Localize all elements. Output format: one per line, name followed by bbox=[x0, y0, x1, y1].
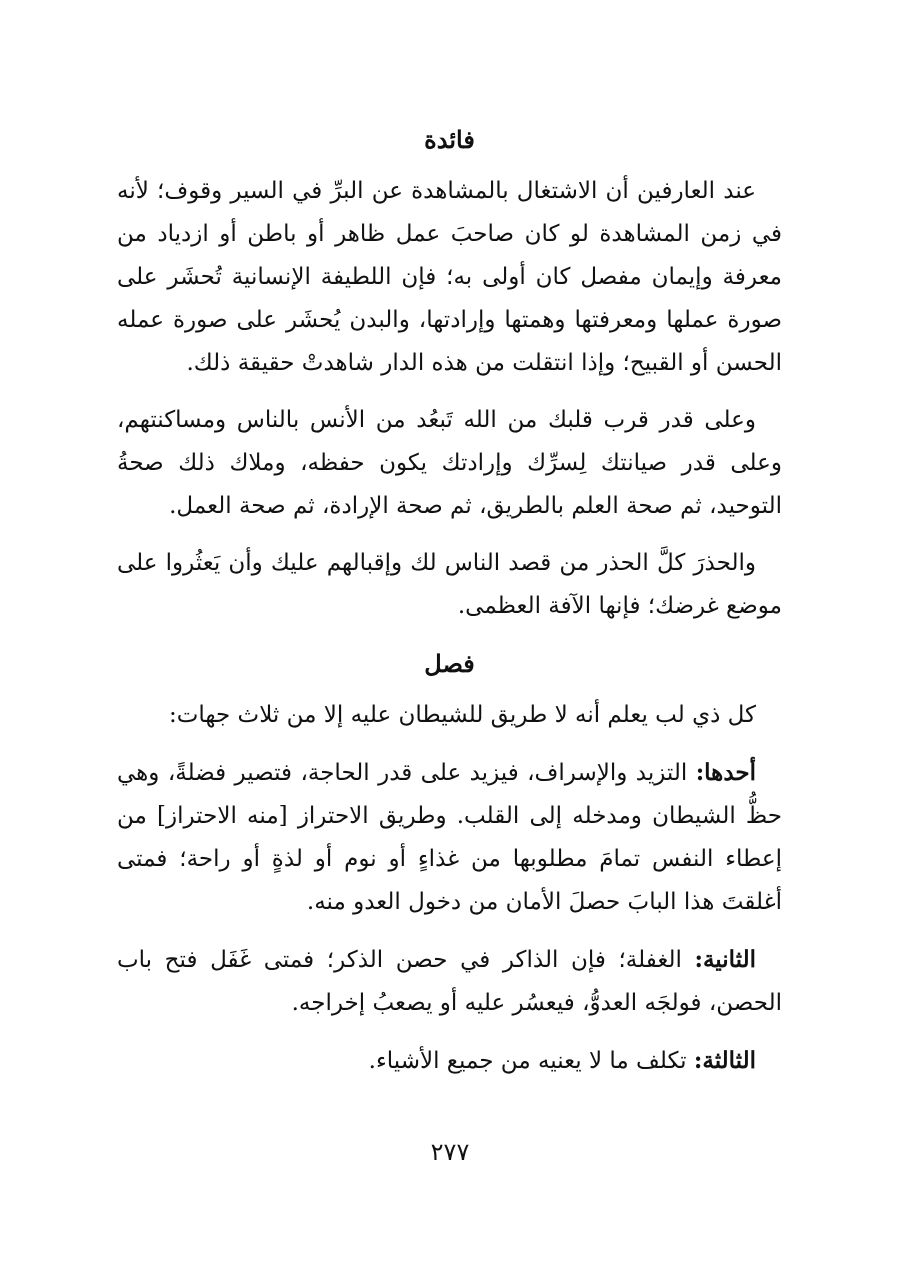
paragraph-4-text: كل ذي لب يعلم أنه لا طريق للشيطان عليه إلا من ثلاث جهات: bbox=[169, 702, 756, 728]
paragraph-1-text: عند العارفين أن الاشتغال بالمشاهدة عن البرِّ في السير وقوف؛ لأنه في زمن المشاهدة لو كان صاحبَ عمل ظاهر أو باطن أو ازدياد من معرفة وإيمان مفصل كان أولى به؛ فإن اللطيفة الإنسانية تُحشَر على صورة عملها ومعرفتها وهمتها وإرادتها، والبدن يُحشَر على صورة عمله الحسن أو القبيح؛ وإذا انتقلت من هذه الدار شاهدتْ حقيقة ذلك. bbox=[117, 178, 782, 376]
paragraph-7-lead: الثالثة: bbox=[693, 1047, 756, 1074]
paragraph-3 bbox=[117, 542, 782, 628]
paragraph-5-text: التزيد والإسراف، فيزيد على قدر الحاجة، فتصير فضلةً، وهي حظُّ الشيطان ومدخله إلى القلب. وطريق الاحتراز [منه الاحتراز] من إعطاء النفس تمامَ مطلوبها من غذاءٍ أو نوم أو لذةٍ أو راحة؛ فمتى أغلقتَ هذا البابَ حصلَ الأمان من دخول العدو منه. bbox=[117, 760, 782, 915]
paragraph-6-lead: الثانية: bbox=[694, 946, 756, 973]
paragraph-5-lead: أحدها: bbox=[695, 759, 756, 786]
paragraph-1 bbox=[117, 170, 782, 385]
section-heading-fasl: فصل bbox=[424, 649, 475, 678]
document-page bbox=[117, 118, 782, 1097]
paragraph-7 bbox=[117, 1039, 782, 1083]
paragraph-7-text: تكلف ما لا يعنيه من جميع الأشياء. bbox=[368, 1048, 694, 1074]
paragraph-6 bbox=[117, 938, 782, 1025]
paragraph-6-text: الغفلة؛ فإن الذاكر في حصن الذكر؛ فمتى غَفَل فتح باب الحصن، فولجَه العدوُّ، فيعسُر عليه أو يصعبُ إخراجه. bbox=[117, 947, 782, 1016]
paragraph-3-text: والحذرَ كلَّ الحذر من قصد الناس لك وإقبالهم عليك وأن يَعثُروا على موضع غرضك؛ فإنها الآفة العظمى. bbox=[117, 550, 782, 619]
paragraph-2 bbox=[117, 399, 782, 528]
page-number: ٢٧٧ bbox=[430, 1138, 470, 1166]
paragraph-5 bbox=[117, 751, 782, 924]
paragraph-2-text: وعلى قدر قرب قلبك من الله تَبعُد من الأنس بالناس ومساكنتهم، وعلى قدر صيانتك لِسرِّك وإرادتك يكون حفظه، وملاك ذلك صحةُ التوحيد، ثم صحة العلم بالطريق، ثم صحة الإرادة، ثم صحة العمل. bbox=[117, 407, 782, 519]
paragraph-4 bbox=[117, 694, 782, 737]
section-heading-faida: فائدة bbox=[424, 125, 475, 154]
